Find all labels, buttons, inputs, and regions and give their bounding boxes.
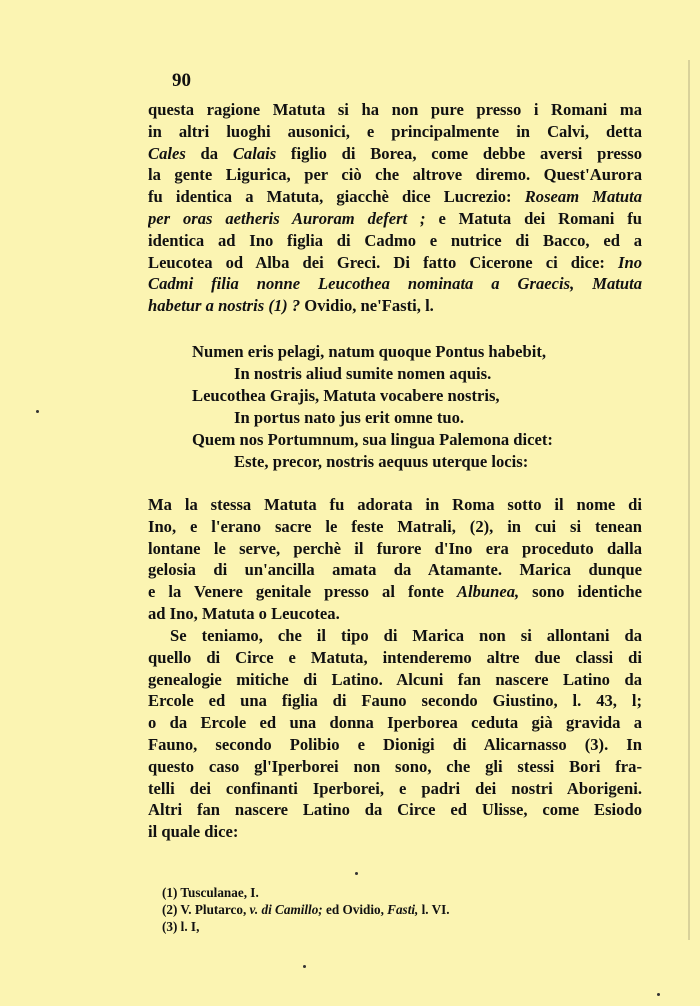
text-line	[148, 690, 642, 712]
text-line	[148, 295, 642, 317]
paragraph-1	[148, 99, 642, 317]
italic-text: v. di Camillo;	[249, 902, 323, 917]
text-run: (3) l. I,	[162, 919, 200, 934]
text-run: In portus nato jus erit omne tuo.	[234, 408, 465, 427]
text-run: ed Ovidio,	[322, 902, 388, 917]
text-run: identica ad Ino figlia di Cadmo e nutrice di Bacco, ed a	[148, 230, 642, 250]
text-line	[148, 494, 642, 516]
text-run: quello di Circe e Matuta, intenderemo altre due classi di	[148, 647, 642, 667]
text-run: questo caso gl'Iperborei non sono, che gli stessi Bori fra-	[148, 756, 642, 776]
page-number: 90	[172, 70, 191, 91]
italic-text: Calais	[232, 143, 277, 163]
paragraph-2	[148, 494, 642, 625]
text-line	[148, 821, 642, 843]
text-run: (2) V. Plutarco,	[162, 902, 250, 917]
paper-speck	[303, 965, 306, 968]
text-run: sono identiche	[519, 582, 642, 602]
footnote	[162, 918, 450, 935]
text-run: ad Ino, Matuta o Leucotea.	[148, 603, 340, 623]
verse-line	[192, 429, 642, 451]
text-line	[148, 121, 642, 143]
text-line	[148, 99, 642, 121]
text-run: Leucothea Grajis, Matuta vocabere nostris,	[192, 386, 500, 405]
text-run: Ino, e l'erano sacre le feste Matrali, (2), in cui si tenean	[148, 516, 642, 536]
text-line	[148, 516, 642, 538]
italic-text: Cales	[148, 143, 186, 163]
text-run: e Matuta dei Romani fu	[425, 208, 642, 228]
text-line	[148, 559, 642, 581]
verse-quotation	[192, 341, 642, 473]
text-line	[148, 603, 642, 625]
text-line	[148, 164, 642, 186]
paper-speck	[657, 993, 660, 996]
text-run: da	[185, 143, 233, 163]
text-run: e la Venere genitale presso al fonte	[148, 582, 457, 602]
text-run: Quem nos Portumnum, sua lingua Palemona dicet:	[192, 430, 553, 449]
text-line	[148, 712, 642, 734]
text-run: Ovidio, ne'Fasti, l.	[300, 296, 434, 316]
text-run: Se teniamo, che il tipo di Marica non si allontani da	[170, 626, 642, 645]
text-run: Este, precor, nostris aequus uterque locis:	[234, 452, 529, 471]
verse-line	[192, 451, 642, 473]
text-line	[148, 538, 642, 560]
text-run: figlio di Borea, come debbe aversi presso	[276, 143, 642, 163]
text-run: In nostris aliud sumite nomen aquis.	[234, 364, 492, 383]
text-line	[148, 143, 642, 165]
paragraph-3	[148, 625, 642, 843]
text-line	[148, 669, 642, 691]
text-run: Fauno, secondo Polibio e Dionigi di Alicarnasso (3). In	[148, 734, 642, 754]
text-run: o da Ercole ed una donna Iperborea ceduta già gravida a	[148, 713, 642, 733]
verse-line	[192, 363, 642, 385]
text-run: Leucotea od Alba dei Greci. Di fatto Cicerone ci dice:	[148, 252, 619, 272]
footnote	[162, 901, 450, 918]
footnote	[162, 884, 450, 901]
text-run: (1) Tusculanae, I.	[162, 885, 259, 900]
text-line	[148, 230, 642, 252]
italic-text: per oras aetheris Auroram defert ;	[148, 208, 426, 228]
text-line	[148, 581, 642, 603]
text-run: telli dei confinanti Iperborei, e padri dei nostri Aborigeni.	[148, 778, 642, 798]
footnotes	[162, 884, 450, 935]
text-run: Ercole ed una figlia di Fauno secondo Giustino, l. 43, l;	[148, 691, 642, 711]
text-run: fu identica a Matuta, giacchè dice Lucrezio:	[148, 187, 525, 207]
italic-text: Fasti,	[387, 902, 419, 917]
verse-line	[192, 407, 642, 429]
text-line	[148, 734, 642, 756]
paper-speck	[355, 872, 358, 875]
italic-text: Albunea,	[456, 582, 520, 602]
text-run: genealogie mitiche di Latino. Alcuni fan nascere Latino da	[148, 669, 642, 689]
text-line	[148, 186, 642, 208]
page-edge-shadow	[688, 60, 690, 940]
italic-text: Ino	[618, 252, 642, 272]
text-line	[148, 208, 642, 230]
text-line	[148, 778, 642, 800]
text-run: la gente Ligurica, per ciò che altrove diremo. Quest'Aurora	[148, 165, 642, 185]
text-run: questa ragione Matuta si ha non pure presso i Romani ma	[148, 100, 642, 119]
text-line	[148, 647, 642, 669]
text-line	[148, 625, 642, 647]
text-run: Ma la stessa Matuta fu adorata in Roma sotto il nome di	[148, 495, 642, 514]
text-line	[148, 799, 642, 821]
text-line	[148, 252, 642, 274]
text-run: in altri luoghi ausonici, e principalmente in Calvi, detta	[148, 121, 642, 141]
text-run: l. VI.	[418, 902, 450, 917]
text-run: gelosia di un'ancilla amata da Atamante. Marica dunque	[148, 560, 642, 580]
verse-line	[192, 341, 642, 363]
text-run: il quale dice:	[148, 822, 239, 842]
paper-speck	[36, 410, 39, 413]
text-run: lontane le serve, perchè il furore d'Ino era proceduto dalla	[148, 538, 642, 558]
text-line	[148, 756, 642, 778]
text-line	[148, 273, 642, 295]
text-run: Altri fan nascere Latino da Circe ed Ulisse, come Esiodo	[148, 800, 642, 820]
italic-text: Roseam Matuta	[524, 187, 642, 207]
text-run: Numen eris pelagi, natum quoque Pontus habebit,	[192, 342, 547, 361]
italic-text: habetur a nostris (1) ?	[148, 296, 301, 316]
italic-text: Cadmi filia nonne Leucothea nominata a Graecis, Matuta	[148, 274, 642, 294]
verse-line	[192, 385, 642, 407]
